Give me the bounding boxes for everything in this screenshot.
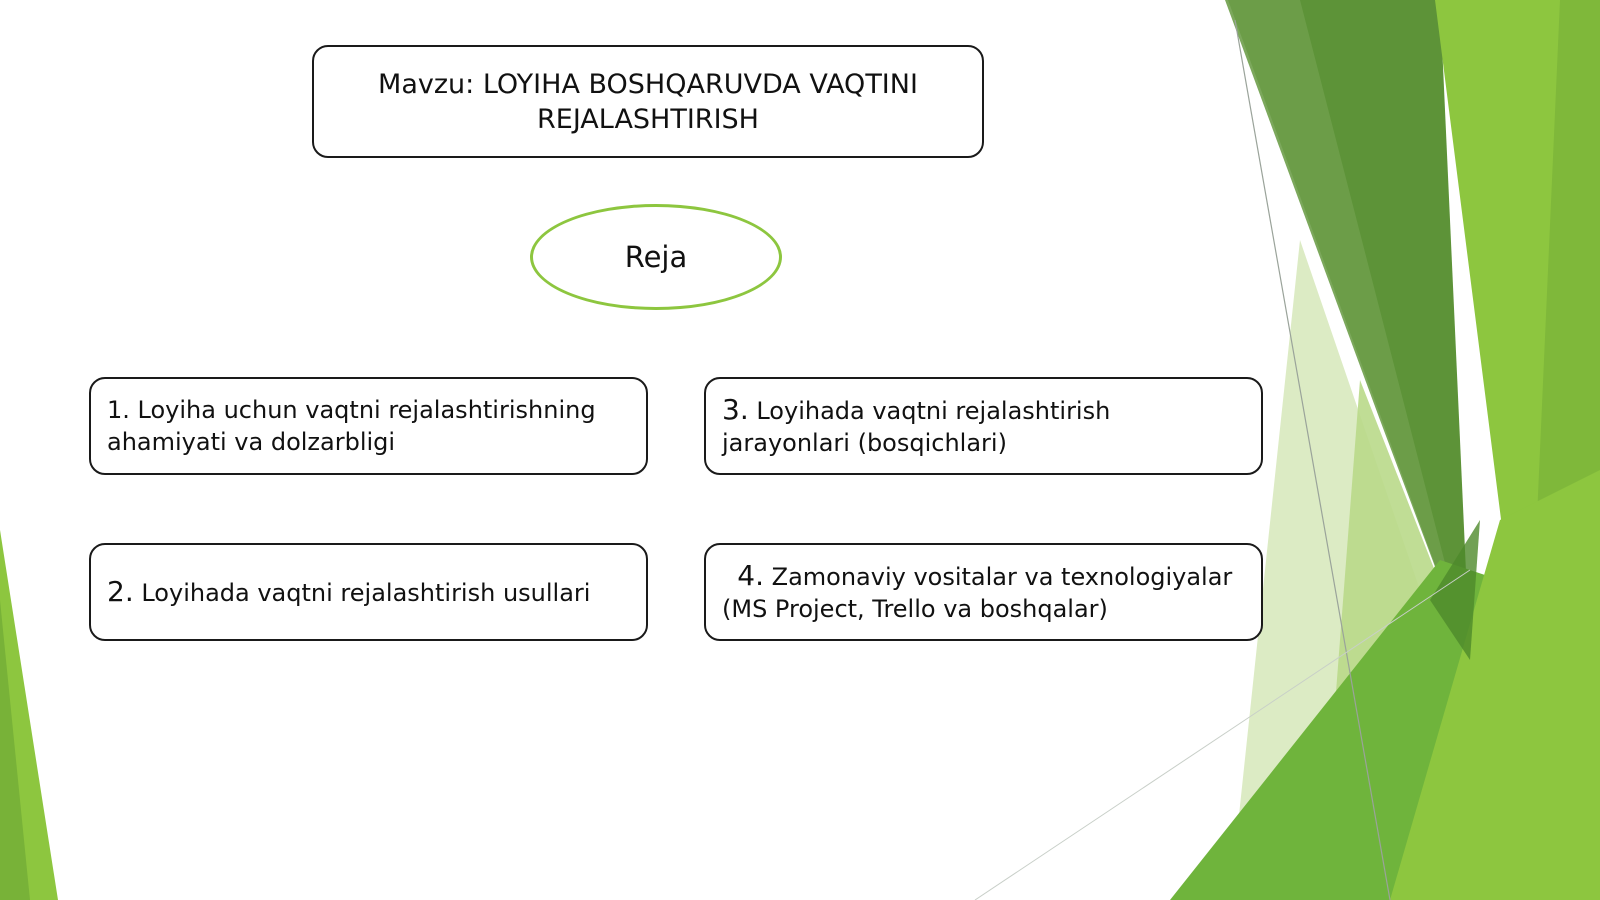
plan-item-3-text-1: Loyihada vaqtni rejalashtirish [756, 396, 1111, 425]
plan-oval [530, 204, 782, 310]
plan-item-4-number: 4. [737, 558, 764, 592]
plan-item-3-line-1 [722, 394, 1261, 427]
plan-item-4 [704, 543, 1263, 641]
plan-item-1 [89, 377, 648, 475]
topic-title-line-1: Mavzu: LOYIHA BOSHQARUVDA VAQTINI [378, 68, 918, 100]
plan-item-3-number: 3. [722, 392, 749, 426]
plan-item-1-text-1: Loyiha uchun vaqtni rejalashtirishning [137, 396, 596, 424]
plan-item-1-number: 1. [107, 396, 130, 424]
plan-item-4-line-1 [722, 560, 1261, 593]
plan-label: Reja [624, 240, 688, 274]
topic-title-line-2: REJALASHTIRISH [537, 103, 759, 135]
topic-title-box [312, 45, 984, 158]
plan-item-2 [89, 543, 648, 641]
plan-item-1-line-2: ahamiyati va dolzarbligi [107, 428, 396, 456]
plan-item-4-line-2: (MS Project, Trello va boshqalar) [722, 594, 1108, 623]
plan-item-1-line-1 [107, 394, 646, 426]
plan-item-3 [704, 377, 1263, 475]
plan-item-2-text-1: Loyihada vaqtni rejalashtirish usullari [141, 578, 591, 607]
plan-item-3-line-2: jarayonlari (bosqichlari) [722, 428, 1007, 457]
plan-item-2-line-1 [107, 576, 646, 609]
plan-item-2-number: 2. [107, 574, 134, 608]
plan-item-4-text-1: Zamonaviy vositalar va texnologiyalar [771, 562, 1233, 591]
